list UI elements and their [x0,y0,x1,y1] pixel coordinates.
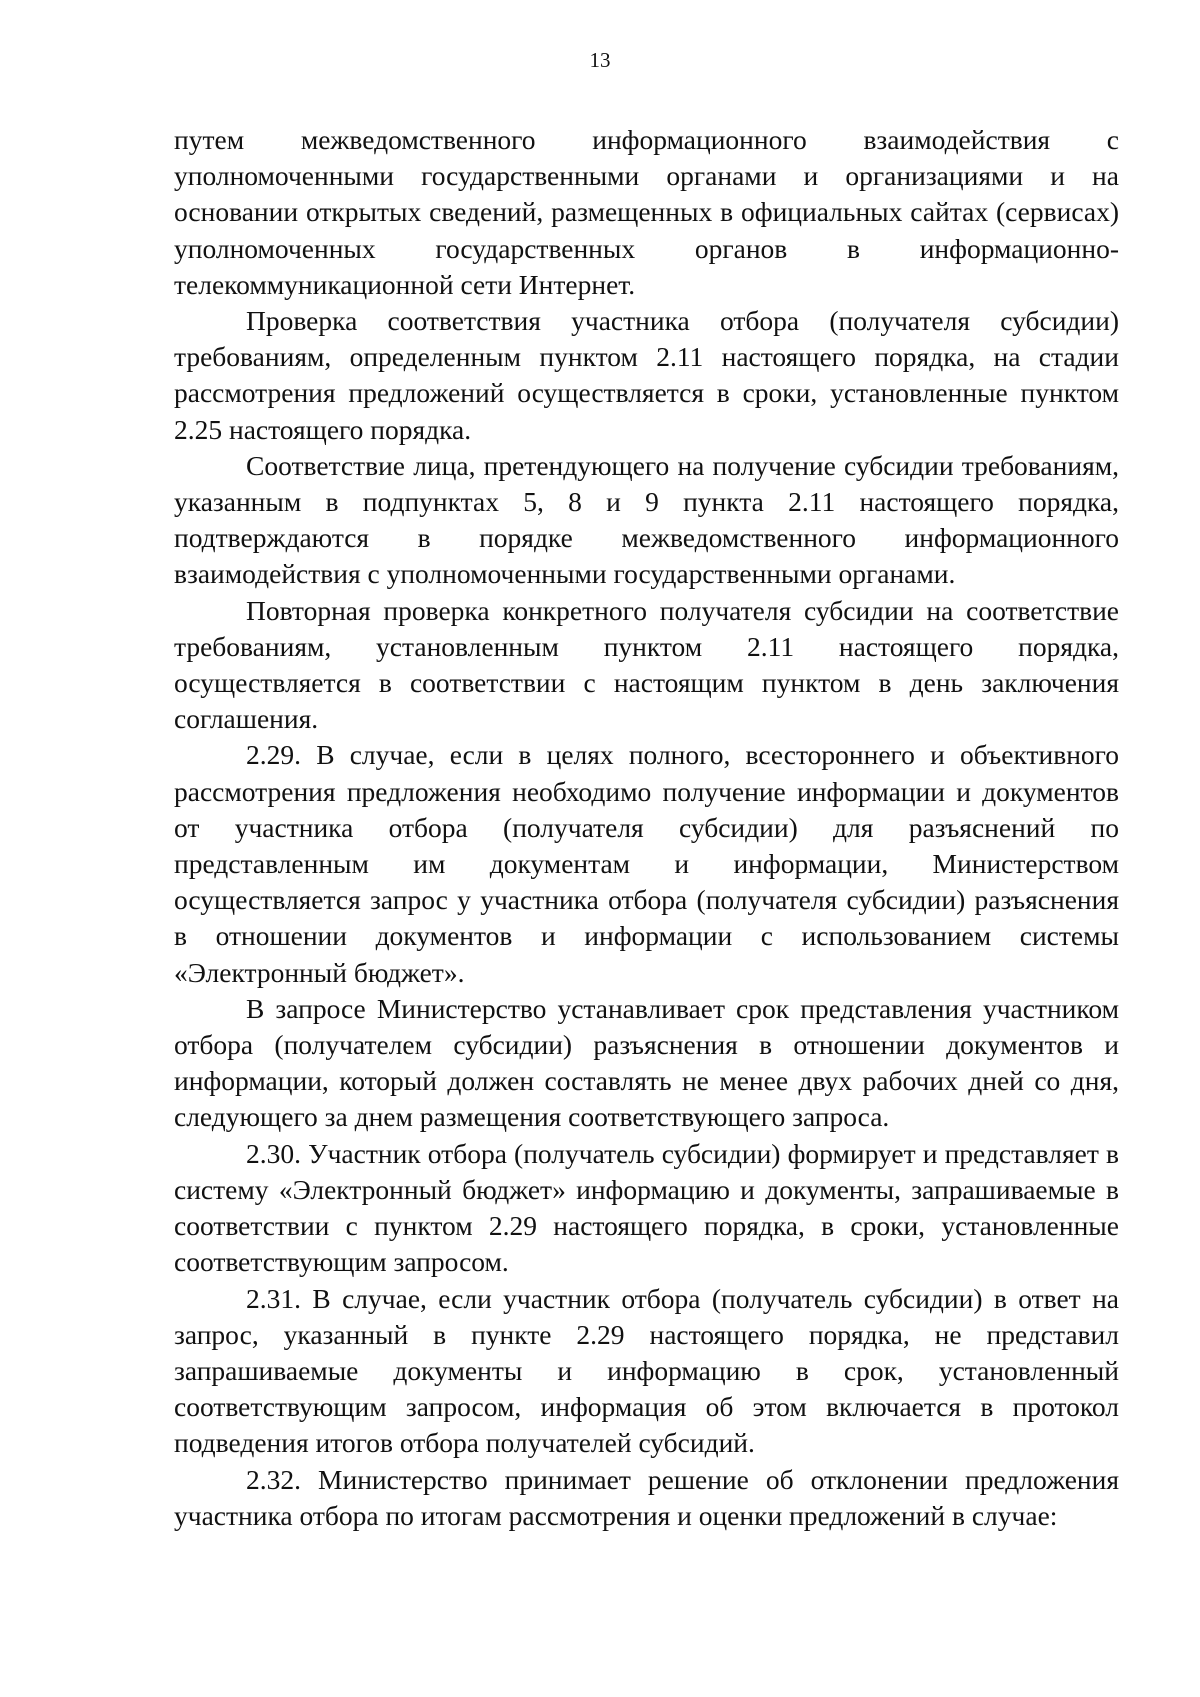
paragraph-compliance-check: Проверка соответствия участника отбора (получателя субсидии) требованиям, определенным пунктом 2.11 настоящего порядка, на стадии рассмотрения предложений осуществляется в сроки, установленные пунктом 2.25 настоящего порядка. [174,305,1119,445]
page-number: 13 [589,48,611,72]
document-body [174,122,1119,1534]
paragraph-request-deadline: В запросе Министерство устанавливает срок представления участником отбора (получателем субсидии) разъяснения в отношении документов и информации, который должен составлять не менее двух рабочих дней со дня, следующего за днем размещения соответствующего запроса. [174,992,1119,1133]
paragraph-repeat-check: Повторная проверка конкретного получателя субсидии на соответствие требованиям, установленным пунктом 2.11 настоящего порядка, осуществляется в соответствии с настоящим пунктом в день заключения соглашения. [174,594,1119,735]
paragraph-clause-2-30: 2.30. Участник отбора (получатель субсидии) формирует и представляет в систему «Электронный бюджет» информацию и документы, запрашиваемые в соответствии с пунктом 2.29 настоящего порядка, в сроки, установленные соответствующим запросом. [174,1137,1119,1278]
paragraph-continuation: путем межведомственного информационного взаимодействия с уполномоченными государственными органами и организациями и на основании открытых сведений, размещенных в официальных сайтах (сервисах) уполномоченных государственных органов в информационно-телекоммуникационной сети Интернет. [174,124,1119,300]
paragraph-clause-2-29: 2.29. В случае, если в целях полного, всестороннего и объективного рассмотрения предложения необходимо получение информации и документов от участника отбора (получателя субсидии) для разъяснений по представленным им документам и информации, Министерством осуществляется запрос у участника отбора (получателя субсидии) разъяснения в отношении документов и информации с использованием системы «Электронный бюджет». [174,739,1119,988]
paragraph-clause-2-32: 2.32. Министерство принимает решение об отклонении предложения участника отбора по итогам рассмотрения и оценки предложений в случае: [174,1463,1119,1531]
paragraph-clause-2-31: 2.31. В случае, если участник отбора (получатель субсидии) в ответ на запрос, указанный в пункте 2.29 настоящего порядка, не представил запрашиваемые документы и информацию в срок, установленный соответствующим запросом, информация об этом включается в протокол подведения итогов отбора получателей субсидий. [174,1282,1119,1459]
paragraph-compliance-confirmation: Соответствие лица, претендующего на получение субсидии требованиям, указанным в подпунктах 5, 8 и 9 пункта 2.11 настоящего порядка, подтверждаются в порядке межведомственного информационного взаимодействия с уполномоченными государственными органами. [174,449,1119,590]
